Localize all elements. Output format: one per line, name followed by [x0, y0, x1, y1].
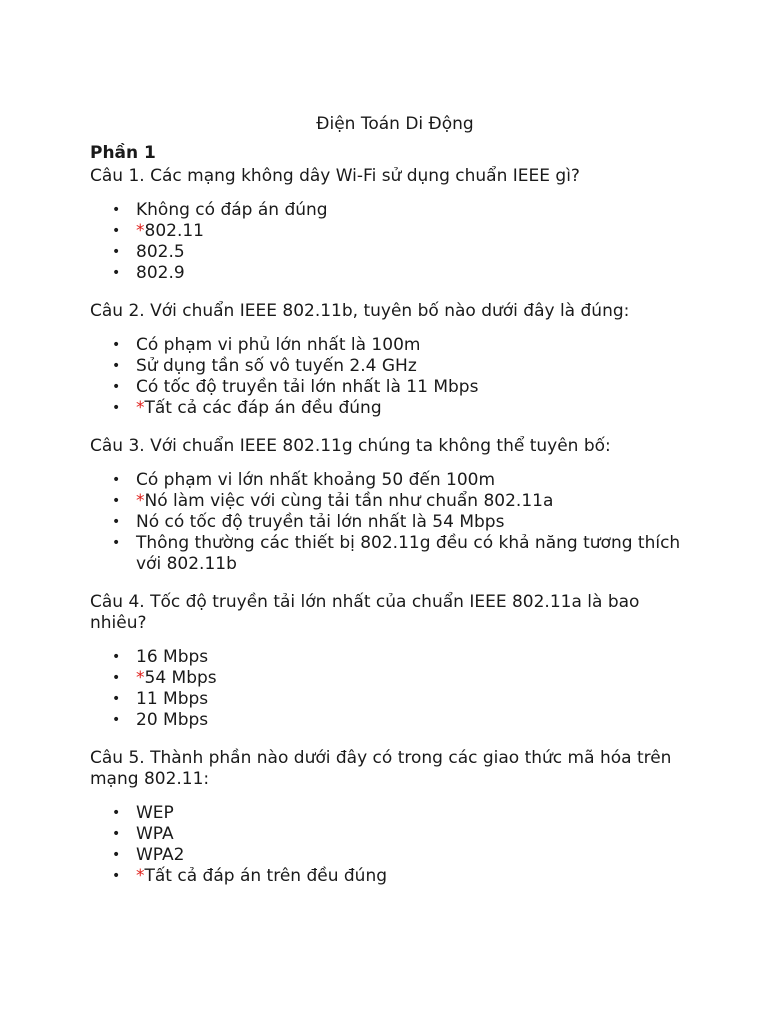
bullet-icon: •: [112, 826, 121, 842]
answer-item: [90, 335, 690, 356]
answer-item: [90, 398, 690, 419]
answer-text: WPA2: [136, 845, 185, 865]
bullet-icon: •: [112, 337, 121, 353]
bullet-icon: •: [112, 202, 121, 218]
bullet-icon: •: [112, 223, 121, 239]
answer-list: [90, 803, 690, 887]
answer-list: [90, 470, 690, 575]
question-text: Câu 1. Các mạng không dây Wi-Fi sử dụng chuẩn IEEE gì?: [90, 166, 580, 186]
bullet-icon: •: [112, 493, 121, 509]
answer-item: [90, 242, 690, 263]
answer-text: Có tốc độ truyền tải lớn nhất là 11 Mbps: [136, 377, 479, 397]
bullet-icon: •: [112, 265, 121, 281]
bullet-icon: •: [112, 514, 121, 530]
answer-text: 11 Mbps: [136, 689, 209, 709]
answer-text: Tất cả đáp án trên đều đúng: [144, 866, 388, 886]
answer-item: [90, 470, 690, 491]
question-text: Câu 4. Tốc độ truyền tải lớn nhất của chuẩn IEEE 802.11a là bao nhiêu?: [90, 592, 640, 633]
document-page: [90, 112, 690, 904]
answer-text: Có phạm vi phủ lớn nhất là 100m: [136, 335, 421, 355]
answer-text: Sử dụng tần số vô tuyến 2.4 GHz: [136, 356, 417, 376]
answer-item: [90, 689, 690, 710]
answer-text: 54 Mbps: [144, 668, 217, 688]
answer-item: [90, 263, 690, 284]
answer-item: [90, 824, 690, 845]
answer-item: [90, 710, 690, 731]
bullet-icon: •: [112, 670, 121, 686]
answer-item: [90, 845, 690, 866]
answer-text: 16 Mbps: [136, 647, 209, 667]
bullet-icon: •: [112, 868, 121, 884]
question-text: Câu 3. Với chuẩn IEEE 802.11g chúng ta không thể tuyên bố:: [90, 436, 611, 456]
correct-answer-marker: *: [136, 668, 145, 688]
answer-item: [90, 647, 690, 668]
answer-item: [90, 356, 690, 377]
question-list: [90, 166, 690, 887]
answer-text: 802.11: [144, 221, 204, 241]
answer-item: [90, 866, 690, 887]
answer-item: [90, 377, 690, 398]
bullet-icon: •: [112, 358, 121, 374]
bullet-icon: •: [112, 691, 121, 707]
bullet-icon: •: [112, 847, 121, 863]
question-text: Câu 2. Với chuẩn IEEE 802.11b, tuyên bố nào dưới đây là đúng:: [90, 301, 630, 321]
answer-item: [90, 200, 690, 221]
answer-text: 20 Mbps: [136, 710, 209, 730]
question-text: Câu 5. Thành phần nào dưới đây có trong các giao thức mã hóa trên mạng 802.11:: [90, 748, 672, 789]
bullet-icon: •: [112, 379, 121, 395]
bullet-icon: •: [112, 712, 121, 728]
answer-text: 802.5: [136, 242, 185, 262]
answer-list: [90, 200, 690, 284]
correct-answer-marker: *: [136, 491, 145, 511]
bullet-icon: •: [112, 805, 121, 821]
answer-text: Có phạm vi lớn nhất khoảng 50 đến 100m: [136, 470, 496, 490]
correct-answer-marker: *: [136, 866, 145, 886]
document-title: Điện Toán Di Động: [316, 114, 474, 134]
correct-answer-marker: *: [136, 221, 145, 241]
answer-text: WPA: [136, 824, 174, 844]
answer-list: [90, 647, 690, 731]
bullet-icon: •: [112, 244, 121, 260]
answer-text: Nó làm việc với cùng tải tần như chuẩn 802.11a: [144, 491, 554, 511]
answer-item: [90, 512, 690, 533]
bullet-icon: •: [112, 535, 121, 551]
bullet-icon: •: [112, 472, 121, 488]
answer-item: [90, 221, 690, 242]
answer-item: [90, 491, 690, 512]
answer-item: [90, 533, 690, 575]
answer-text: 802.9: [136, 263, 185, 283]
correct-answer-marker: *: [136, 398, 145, 418]
answer-item: [90, 668, 690, 689]
answer-text: Nó có tốc độ truyền tải lớn nhất là 54 Mbps: [136, 512, 505, 532]
answer-text: Tất cả các đáp án đều đúng: [144, 398, 382, 418]
bullet-icon: •: [112, 649, 121, 665]
section-heading: Phần 1: [90, 143, 156, 163]
answer-text: Không có đáp án đúng: [136, 200, 328, 220]
answer-list: [90, 335, 690, 419]
answer-item: [90, 803, 690, 824]
bullet-icon: •: [112, 400, 121, 416]
answer-text: Thông thường các thiết bị 802.11g đều có khả năng tương thích với 802.11b: [136, 533, 681, 574]
answer-text: WEP: [136, 803, 174, 823]
